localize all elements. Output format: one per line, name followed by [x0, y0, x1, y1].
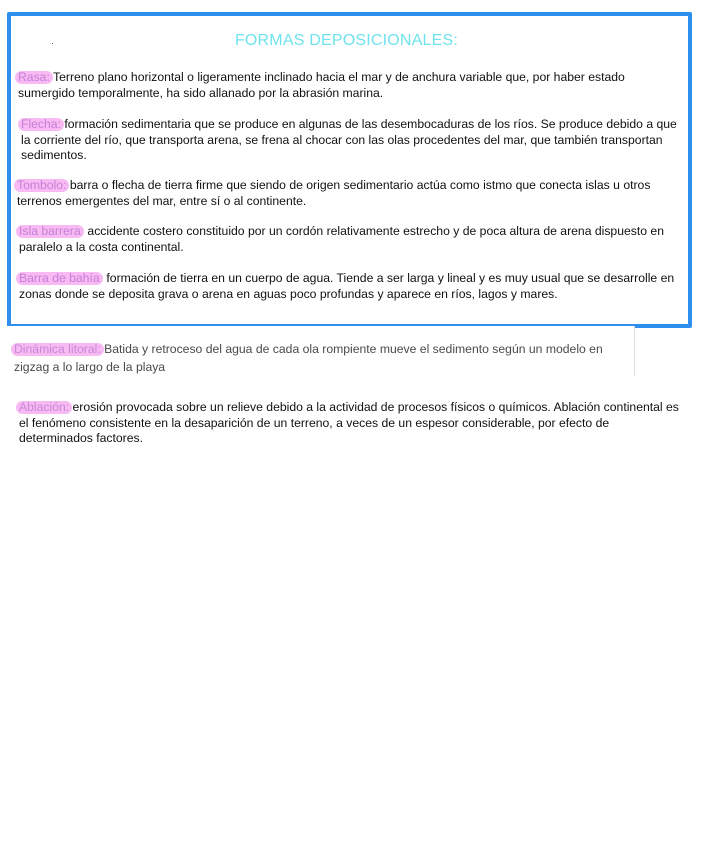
definition-text: : accidente costero constituido por un cordón relativamente estrecho y de poca altura de arena dispuesto en paralelo a la costa continental. [19, 224, 664, 254]
highlighted-term: Dinámica litoral: [14, 342, 101, 356]
page-title: FORMAS DEPOSICIONALES: [234, 32, 459, 49]
entry-isla-barrera [19, 224, 669, 255]
entry-ablacion [19, 400, 683, 447]
entry-rasa [18, 70, 673, 101]
definitions-panel [7, 12, 692, 328]
definition-text: : formación de tierra en un cuerpo de agua. Tiende a ser larga y lineal y es muy usual que se desarrolle en zonas donde se deposita grava o arena en aguas poco profundas y aparece en ríos, lagos y mares. [19, 271, 675, 301]
pasted-note-strip [7, 326, 635, 376]
definition-text: erosión provocada sobre un relieve debido a la actividad de procesos físicos o químicos. Ablación continental es el fenómeno consistente en la desaparición de un terreno, a veces de un espesor considerable, por efecto de determinados factores. [19, 400, 679, 445]
entry-flecha [21, 117, 677, 164]
definition-text: Batida y retroceso del agua de cada ola rompiente mueve el sedimento según un modelo en zigzag a lo largo de la playa [14, 342, 603, 374]
highlighted-term: Isla barrera [19, 224, 81, 238]
highlighted-term: Barra de bahía [19, 271, 100, 285]
definition-text: barra o flecha de tierra firme que siendo de origen sedimentario actúa como istmo que conecta islas u otros terrenos emergentes del mar, entre sí o al continente. [17, 178, 651, 208]
entry-dinamica-litoral [14, 341, 614, 376]
highlighted-term: Rasa: [18, 70, 50, 84]
entry-barra-de-bahia [19, 271, 675, 302]
highlighted-term: Ablación: [19, 400, 70, 414]
highlighted-term: Flecha: [21, 117, 61, 131]
entry-tombolo [17, 178, 677, 209]
definition-text: Terreno plano horizontal o ligeramente inclinado hacia el mar y de anchura variable que, por haber estado sumergido temporalmente, ha sido allanado por la abrasión marina. [18, 70, 625, 100]
definition-text: formación sedimentaria que se produce en algunas de las desembocaduras de los ríos. Se produce debido a que la corriente del río, que transporta arena, se frena al chocar con las olas procedentes del mar, que también transportan sedimentos. [21, 117, 677, 162]
highlighted-term: Tombolo: [17, 178, 67, 192]
